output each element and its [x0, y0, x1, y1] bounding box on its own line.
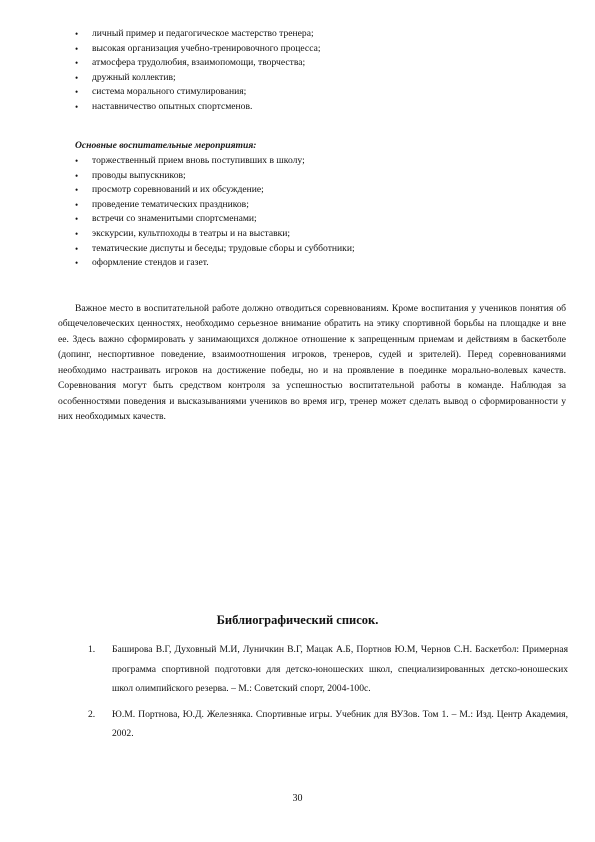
bullet-icon: •: [75, 214, 79, 225]
list-item: • просмотр соревнований и их обсуждение;: [75, 183, 545, 198]
bibliography-item-number: 1.: [88, 644, 96, 655]
bullet-icon: •: [75, 72, 79, 83]
list-item: • тематические диспуты и беседы; трудовые сборы и субботники;: [75, 242, 545, 257]
bibliography-list: [88, 640, 568, 744]
list-item: • высокая организация учебно-тренировочного процесса;: [75, 42, 545, 57]
list-item: • проводы выпускников;: [75, 169, 545, 184]
list-item: • атмосфера трудолюбия, взаимопомощи, творчества;: [75, 56, 545, 71]
qualities-list: [75, 27, 545, 115]
bullet-icon: •: [75, 243, 79, 254]
bullet-icon: •: [75, 228, 79, 239]
list-item: • торжественный прием вновь поступивших в школу;: [75, 154, 545, 169]
bullet-icon: •: [75, 29, 79, 39]
bibliography-item-text: Баширова В.Г, Духовный М.И, Луничкин В.Г, Мацак А.Б, Портнов Ю.М, Чернов С.Н. Баскетбол: Примерная программа спортивной подготовки для детско-юношеских школ, специализированных детско-юношеских школ олимпийского резерва. – М.: Советский спорт, 2004-100с.: [112, 644, 568, 694]
bibliography-item: [88, 640, 568, 699]
bullet-icon: •: [75, 170, 79, 181]
bibliography-title: Библиографический список.: [216, 613, 379, 627]
bullet-icon: •: [75, 101, 79, 112]
bullet-icon: •: [75, 156, 79, 166]
list-item: • встречи со знаменитыми спортсменами;: [75, 212, 545, 227]
list-item: • дружный коллектив;: [75, 71, 545, 86]
events-list: [75, 154, 545, 271]
list-item: • оформление стендов и газет.: [75, 256, 545, 271]
list-item: • экскурсии, культпоходы в театры и на выставки;: [75, 227, 545, 242]
page-number: 30: [292, 793, 303, 804]
bullet-icon: •: [75, 43, 79, 54]
list-item: • наставничество опытных спортсменов.: [75, 100, 545, 115]
list-item: • личный пример и педагогическое мастерство тренера;: [75, 27, 545, 42]
bullet-icon: •: [75, 199, 79, 210]
bullet-icon: •: [75, 258, 79, 269]
bibliography-item-text: Ю.М. Портнова, Ю.Д. Железняка. Спортивные игры. Учебник для ВУЗов. Том 1. – М.: Изд. Центр Академия, 2002.: [112, 708, 568, 739]
list-item: • проведение тематических праздников;: [75, 198, 545, 213]
bibliography-item: [88, 705, 568, 744]
bullet-icon: •: [75, 87, 79, 98]
events-subheading: Основные воспитательные мероприятия:: [75, 140, 257, 151]
bullet-icon: •: [75, 58, 79, 69]
body-paragraph: Важное место в воспитательной работе должно отводиться соревнованиям. Кроме воспитания у учеников понятия об общечеловеческих ценностях, необходимо серьезное внимание обратить на этику спортивной борьбы на площадке и вне ее. Здесь важно сформировать у занимающихся должное отношение к запрещенным приемам и действиям в баскетболе (допинг, неспортивное поведение, взаимоотношения игроков, тренеров, судей и зрителей). Перед соревнованиями необходимо настраивать игроков на достижение победы, но и на проявление в поединке морально-волевых качеств. Соревнования могут быть средством контроля за успешностью воспитательной работы в команде. Наблюдая за особенностями поведения и высказываниями учеников во время игр, тренер может сделать вывод о сформированности у них необходимых качеств.: [58, 302, 566, 423]
bullet-icon: •: [75, 185, 79, 196]
list-item: • система морального стимулирования;: [75, 85, 545, 100]
bibliography-item-number: 2.: [88, 708, 96, 720]
